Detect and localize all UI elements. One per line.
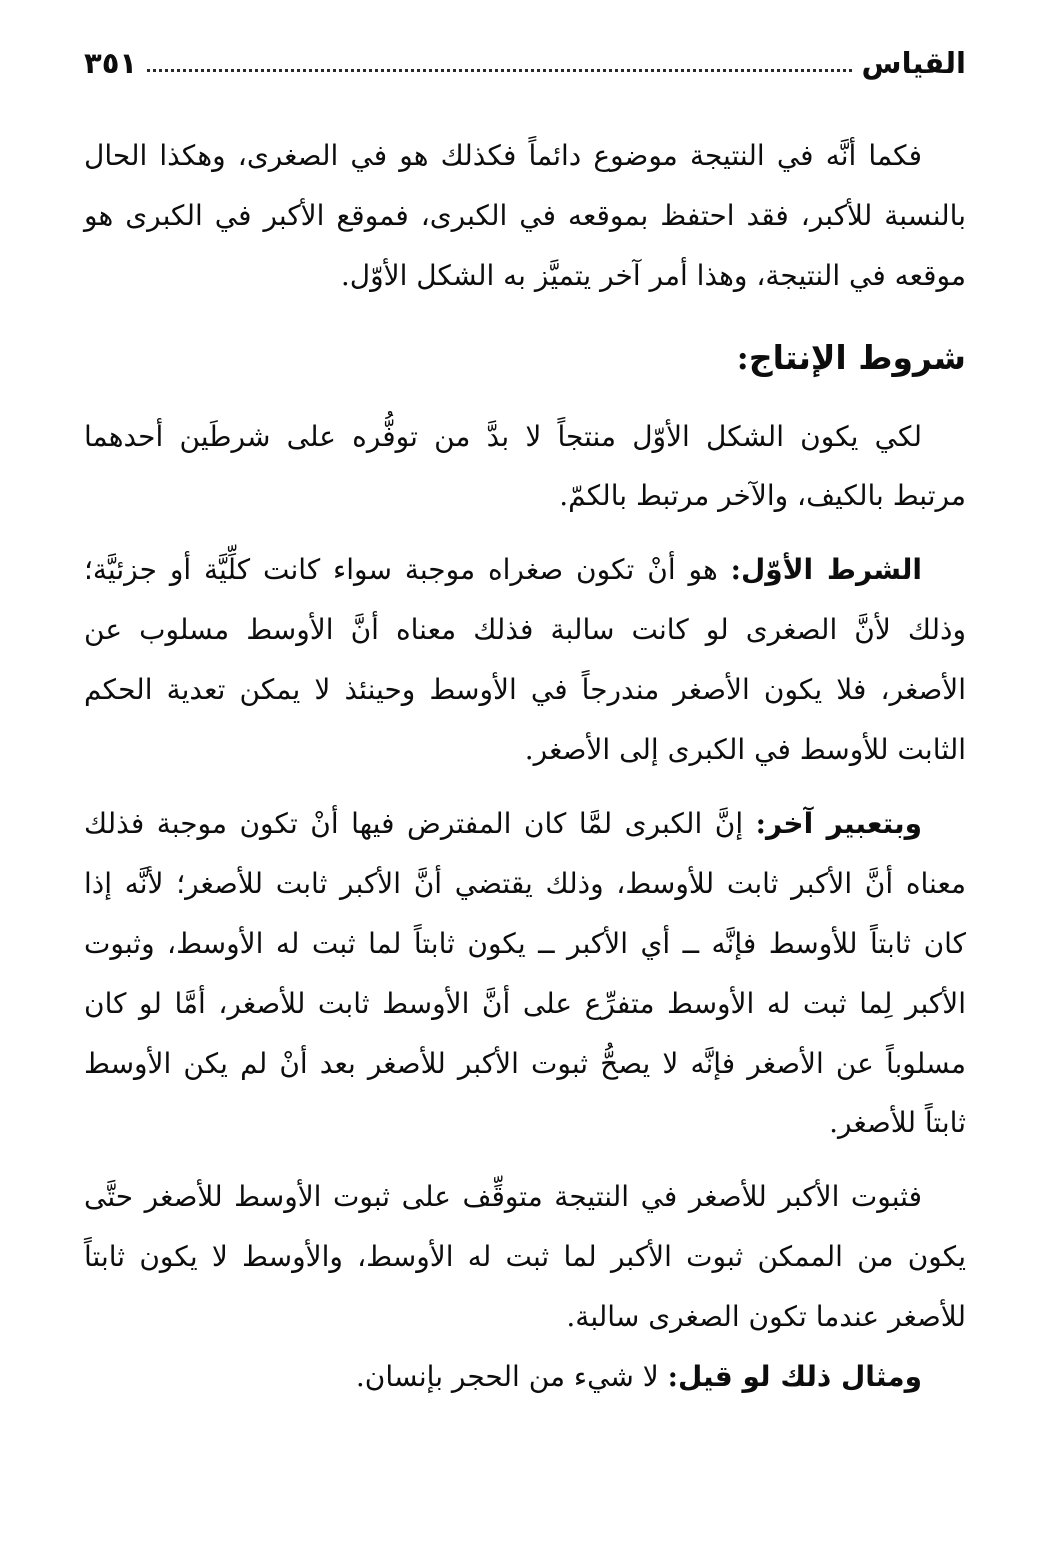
paragraph-intro: فكما أنَّه في النتيجة موضوع دائماً فكذلك هو في الصغرى، وهكذا الحال بالنسبة للأكبر، فقد احتفظ بموقعه في الكبرى، فموقع الأكبر في الكبرى هو موقعه في النتيجة، وهذا أمر آخر يتميَّز به الشكل الأوّل. [84,139,966,292]
page-header [84,46,966,82]
paragraph-first-condition [84,540,966,780]
paragraph-text: لا شيء من الحجر بإنسان. [355,1360,659,1394]
paragraph-conclusion: فثبوت الأكبر للأصغر في النتيجة متوقِّف على ثبوت الأوسط للأصغر حتَّى يكون من الممكن ثبوت الأكبر لما ثبت له الأوسط، والأوسط لا يكون ثابتاً للأصغر عندما تكون الصغرى سالبة. [84,1180,966,1334]
paragraph-lead-rephrase: وبتعبير آخر: [755,806,922,840]
running-title: القياس [861,46,966,80]
dotted-leader [147,69,851,72]
paragraph-text: هو أنْ تكون صغراه موجبة سواء كانت كلِّيَّة أو جزئيَّة؛ وذلك لأنَّ الصغرى لو كانت سالبة فذلك معناه أنَّ الأوسط مسلوب عن الأصغر، فلا يكون الأصغر مندرجاً في الأوسط وحينئذ لا يمكن تعدية الحكم الثابت للأوسط في الكبرى إلى الأصغر. [84,553,966,767]
section-heading: شروط الإنتاج: [736,337,966,377]
paragraph-lead-first-condition: الشرط الأوّل: [730,553,922,587]
paragraph-rephrase [84,794,966,1153]
paragraph-text: إنَّ الكبرى لمَّا كان المفترض فيها أنْ تكون موجبة فذلك معناه أنَّ الأكبر ثابت للأوسط، وذلك يقتضي أنَّ الأكبر ثابت للأصغر؛ لأنَّه إذا كان ثابتاً للأوسط فإنَّه ــ أي الأكبر ــ يكون ثابتاً لما ثبت له الأوسط، وثبوت الأكبر لِما ثبت له الأوسط متفرِّع على أنَّ الأوسط ثابت للأصغر، أمَّا لو كان مسلوباً عن الأصغر فإنَّه لا يصحُّ ثبوت الأكبر للأصغر بعد أنْ لم يكن الأوسط ثابتاً للأصغر. [84,806,966,1140]
page-body [84,126,966,1407]
page-number: ٣٥١ [84,46,138,80]
paragraph-conditions-intro: لكي يكون الشكل الأوّل منتجاً لا بدَّ من توفُّره على شرطَين أحدهما مرتبط بالكيف، والآخر مرتبط بالكمّ. [84,419,966,513]
paragraph-lead-example: ومثال ذلك لو قيل: [667,1360,922,1394]
paragraph-example [84,1347,966,1407]
